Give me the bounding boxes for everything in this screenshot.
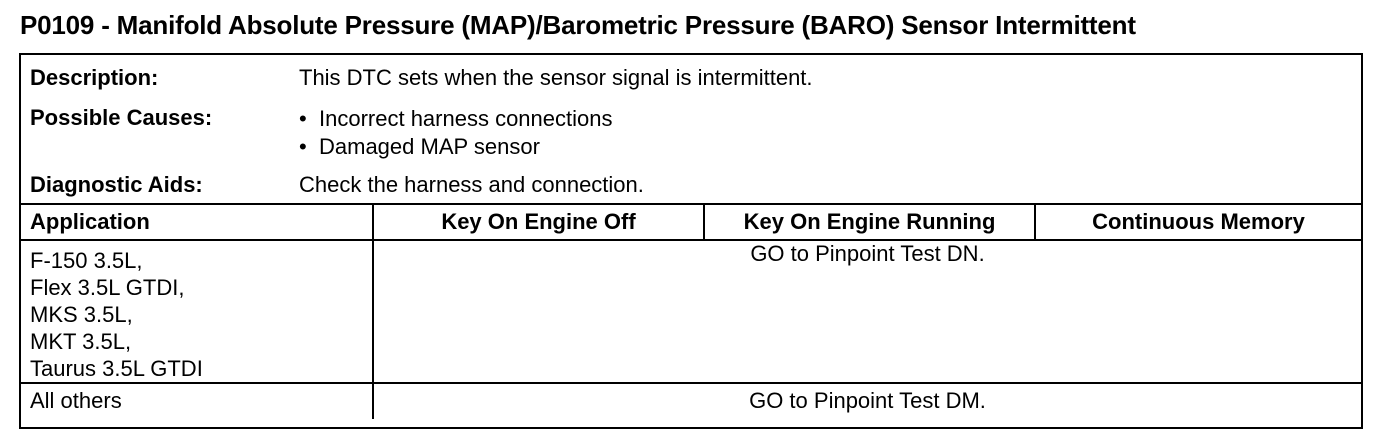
table-row — [21, 383, 1361, 419]
dtc-table-frame — [19, 53, 1363, 429]
application-cell: All others — [21, 383, 373, 419]
diagnostic-aids-value: Check the harness and connection. — [299, 172, 644, 197]
page-title: P0109 - Manifold Absolute Pressure (MAP)/Barometric Pressure (BARO) Sensor Intermittent — [20, 10, 1136, 40]
application-item: F-150 3.5L, — [30, 248, 143, 273]
possible-causes-label: Possible Causes: — [30, 105, 213, 130]
application-item: MKS 3.5L, — [30, 302, 133, 327]
bullet-icon: • — [299, 134, 307, 159]
diagnostic-aids-label: Diagnostic Aids: — [30, 172, 203, 197]
cause-item: • Damaged MAP sensor — [299, 134, 540, 159]
application-item: Flex 3.5L GTDI, — [30, 275, 185, 300]
header-application: Application — [21, 204, 373, 240]
application-cell — [21, 240, 373, 383]
action-cell: GO to Pinpoint Test DN. — [373, 240, 1361, 383]
table-header-row — [21, 204, 1361, 240]
application-table — [21, 203, 1361, 419]
cause-item: • Incorrect harness connections — [299, 106, 613, 131]
application-item: Taurus 3.5L GTDI — [30, 356, 203, 381]
application-item: MKT 3.5L, — [30, 329, 132, 354]
description-label: Description: — [30, 65, 159, 90]
header-key-on-engine-running: Key On Engine Running — [704, 204, 1035, 240]
description-value: This DTC sets when the sensor signal is intermittent. — [299, 65, 813, 90]
bullet-icon: • — [299, 106, 307, 131]
action-cell: GO to Pinpoint Test DM. — [373, 383, 1361, 419]
header-key-on-engine-off: Key On Engine Off — [373, 204, 704, 240]
header-continuous-memory: Continuous Memory — [1035, 204, 1361, 240]
possible-causes-list — [299, 105, 613, 161]
table-row — [21, 240, 1361, 383]
info-section — [21, 55, 1361, 205]
